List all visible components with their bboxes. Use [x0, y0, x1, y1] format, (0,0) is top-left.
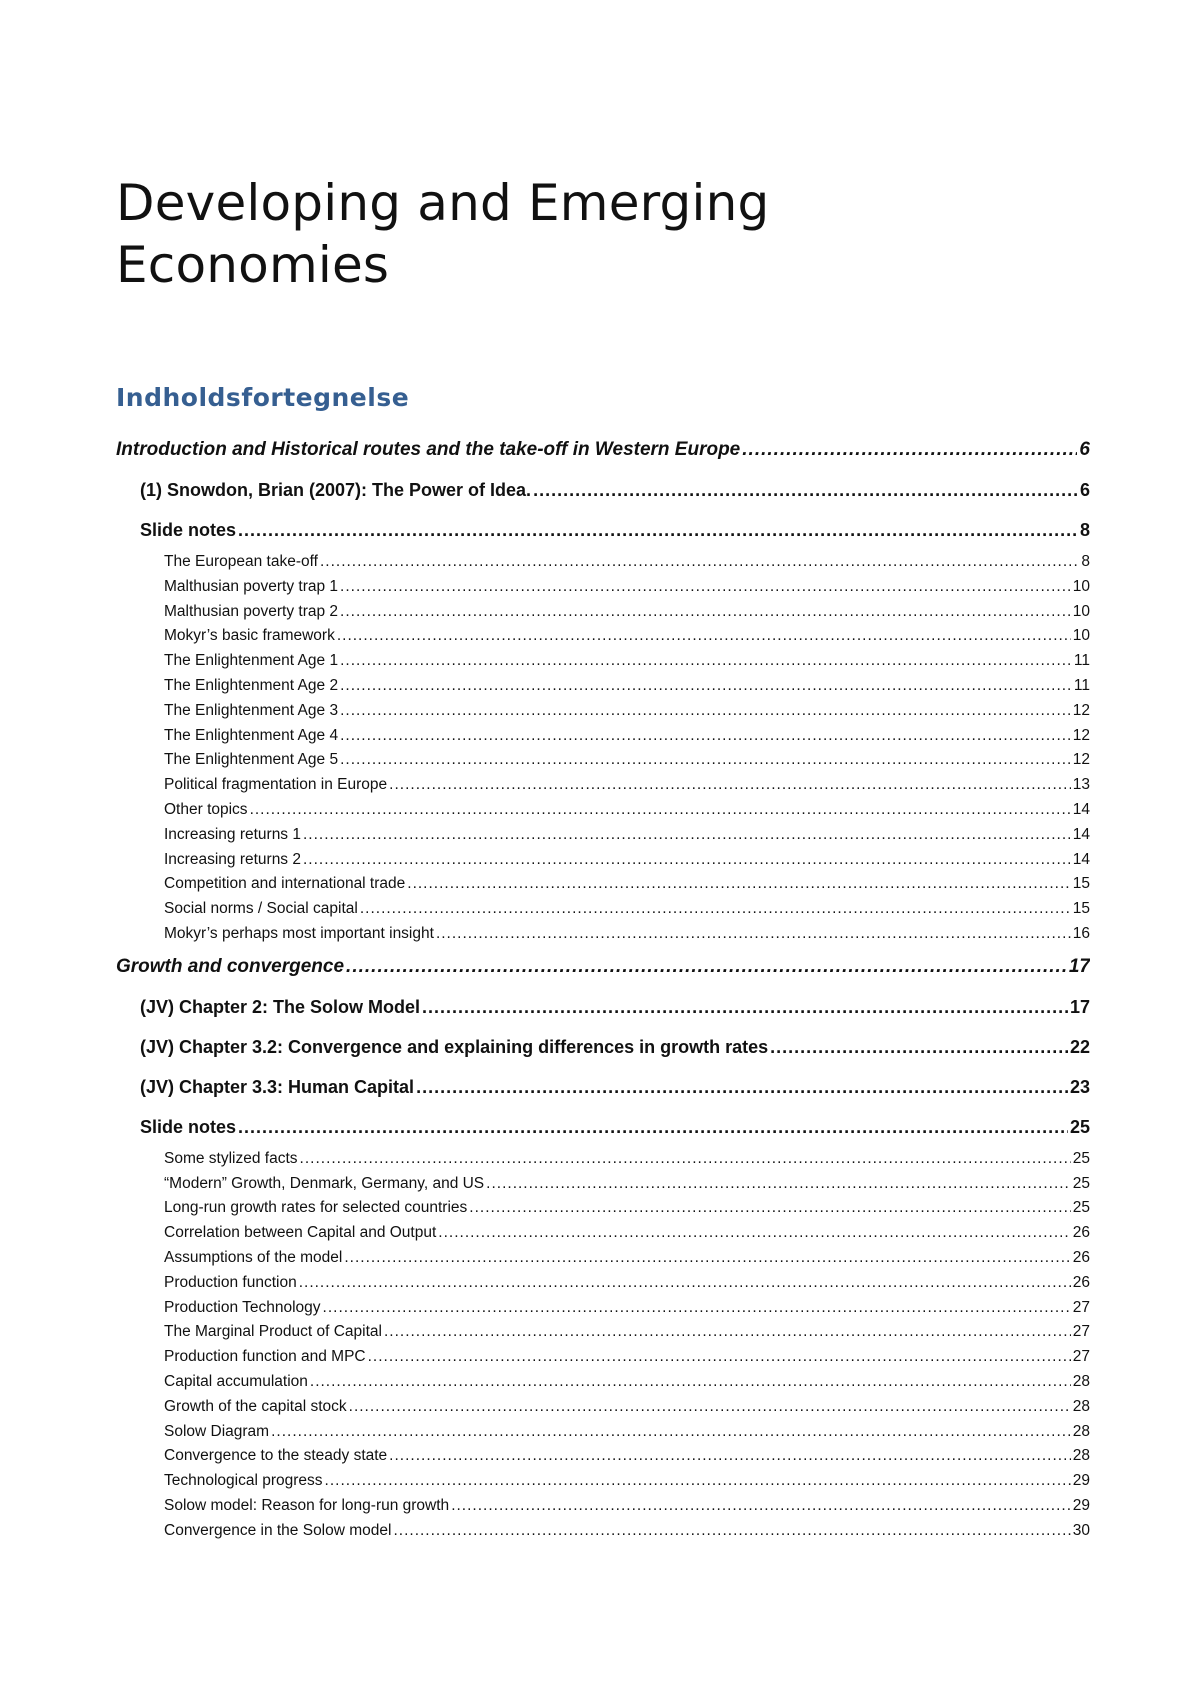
toc-entry-title: Other topics	[164, 800, 248, 818]
toc-dot-leader	[533, 470, 1078, 510]
toc-page-number: 6	[1079, 480, 1090, 500]
toc-dot-leader	[340, 600, 1071, 625]
toc-entry-title: The Enlightenment Age 1	[164, 652, 339, 670]
toc-entry-level-3[interactable]	[116, 872, 1090, 897]
toc-entry-level-2[interactable]	[116, 510, 1090, 550]
toc-dot-leader	[299, 1271, 1071, 1296]
toc-entry-title: Growth of the capital stock	[164, 1397, 347, 1415]
toc-dot-leader	[436, 922, 1071, 947]
toc-page-number: 12	[1072, 726, 1090, 744]
toc-dot-leader	[320, 550, 1079, 575]
toc-page-number: 28	[1072, 1372, 1090, 1390]
toc-entry-level-3[interactable]	[116, 1469, 1090, 1494]
toc-page-number: 26	[1072, 1273, 1090, 1291]
toc-dot-leader	[303, 848, 1071, 873]
table-of-contents	[116, 430, 1090, 1544]
toc-page-number: 6	[1079, 439, 1090, 460]
toc-entry-title: Solow model: Reason for long-run growth	[164, 1496, 450, 1514]
toc-dot-leader	[742, 430, 1077, 470]
toc-entry-title: Competition and international trade	[164, 875, 406, 893]
toc-entry-level-3[interactable]	[116, 1345, 1090, 1370]
toc-entry-level-3[interactable]	[116, 823, 1090, 848]
toc-dot-leader	[389, 773, 1071, 798]
toc-page-number: 8	[1081, 553, 1090, 570]
toc-dot-leader	[238, 510, 1078, 550]
toc-entry-title: The Enlightenment Age 3	[164, 701, 339, 719]
toc-dot-leader	[360, 897, 1071, 922]
toc-page-number: 14	[1072, 825, 1090, 843]
toc-page-number: 10	[1072, 627, 1090, 645]
toc-entry-title: Increasing returns 2	[164, 850, 301, 868]
toc-page-number: 26	[1072, 1224, 1090, 1242]
toc-entry-level-3[interactable]	[116, 724, 1090, 749]
toc-page-number: 8	[1079, 520, 1090, 540]
toc-page-number: 12	[1072, 701, 1090, 719]
toc-entry-title: The Enlightenment Age 2	[164, 676, 339, 694]
toc-dot-leader	[303, 823, 1071, 848]
toc-page-number: 25	[1072, 1149, 1090, 1167]
toc-page-number: 15	[1072, 900, 1090, 918]
toc-dot-leader	[344, 1246, 1070, 1271]
toc-page-number: 13	[1072, 776, 1090, 794]
toc-entry-level-3[interactable]	[116, 1172, 1090, 1197]
toc-dot-leader	[416, 1067, 1068, 1107]
toc-entry-level-3[interactable]	[116, 699, 1090, 724]
toc-entry-title: Capital accumulation	[164, 1372, 308, 1390]
toc-entry-level-1[interactable]	[116, 430, 1090, 470]
toc-entry-level-2[interactable]	[116, 1107, 1090, 1147]
toc-entry-title: Malthusian poverty trap 1	[164, 577, 339, 595]
toc-dot-leader	[250, 798, 1071, 823]
toc-entry-level-3[interactable]	[116, 1370, 1090, 1395]
toc-page-number: 29	[1072, 1472, 1090, 1490]
toc-dot-leader	[340, 674, 1072, 699]
toc-page-number: 17	[1069, 996, 1090, 1017]
toc-dot-leader	[340, 649, 1072, 674]
toc-entry-title: Production Technology	[164, 1298, 321, 1316]
toc-entry-level-3[interactable]	[116, 550, 1090, 575]
toc-entry-level-3[interactable]	[116, 649, 1090, 674]
toc-page-number: 25	[1072, 1199, 1090, 1217]
toc-dot-leader	[340, 575, 1071, 600]
toc-entry-level-2[interactable]	[116, 1027, 1090, 1067]
toc-page-number: 22	[1069, 1036, 1090, 1057]
toc-page-number: 11	[1073, 676, 1090, 694]
toc-page-number: 30	[1072, 1521, 1090, 1539]
toc-entry-title: Mokyr’s perhaps most important insight	[164, 924, 434, 942]
toc-page-number: 28	[1072, 1422, 1090, 1440]
toc-entry-title: Correlation between Capital and Output	[164, 1224, 437, 1242]
toc-entry-title: Political fragmentation in Europe	[164, 776, 388, 794]
toc-entry-level-3[interactable]	[116, 1246, 1090, 1271]
toc-dot-leader	[325, 1469, 1071, 1494]
toc-entry-title: Slide notes	[140, 1116, 237, 1137]
toc-entry-level-3[interactable]	[116, 1271, 1090, 1296]
toc-entry-level-3[interactable]	[116, 1221, 1090, 1246]
toc-entry-title: (JV) Chapter 2: The Solow Model	[140, 996, 421, 1017]
toc-entry-level-3[interactable]	[116, 1494, 1090, 1519]
toc-page-number: 15	[1072, 875, 1090, 893]
toc-entry-title: Malthusian poverty trap 2	[164, 602, 339, 620]
toc-dot-leader	[340, 748, 1071, 773]
document-title: Developing and Emerging Economies	[116, 174, 770, 294]
toc-entry-level-3[interactable]	[116, 1519, 1090, 1544]
toc-dot-leader	[389, 1444, 1071, 1469]
toc-entry-title: Increasing returns 1	[164, 825, 301, 843]
toc-dot-leader	[770, 1027, 1068, 1067]
toc-page-number: 14	[1072, 800, 1090, 818]
toc-page-number: 25	[1069, 1116, 1090, 1137]
toc-dot-leader	[271, 1420, 1071, 1445]
toc-page-number: 14	[1072, 850, 1090, 868]
toc-entry-level-3[interactable]	[116, 600, 1090, 625]
toc-dot-leader	[368, 1345, 1071, 1370]
toc-entry-title: Technological progress	[164, 1472, 323, 1490]
toc-dot-leader	[340, 724, 1071, 749]
toc-entry-title: Growth and convergence	[116, 955, 345, 977]
toc-dot-leader	[438, 1221, 1070, 1246]
toc-dot-leader	[310, 1370, 1071, 1395]
toc-dot-leader	[337, 624, 1071, 649]
toc-entry-level-3[interactable]	[116, 1320, 1090, 1345]
toc-entry-title: The Marginal Product of Capital	[164, 1323, 382, 1341]
toc-entry-level-3[interactable]	[116, 922, 1090, 947]
toc-dot-leader	[422, 987, 1068, 1027]
toc-page-number: 25	[1072, 1174, 1090, 1192]
toc-entry-title: (1) Snowdon, Brian (2007): The Power of Idea.	[140, 480, 532, 500]
toc-entry-title: Convergence in the Solow model	[164, 1521, 392, 1539]
toc-page-number: 27	[1072, 1298, 1090, 1316]
toc-entry-level-2[interactable]	[116, 987, 1090, 1027]
toc-entry-level-3[interactable]	[116, 1147, 1090, 1172]
toc-entry-level-3[interactable]	[116, 575, 1090, 600]
toc-page-number: 27	[1072, 1323, 1090, 1341]
toc-entry-level-3[interactable]	[116, 848, 1090, 873]
toc-dot-leader	[340, 699, 1071, 724]
toc-page-number: 28	[1072, 1397, 1090, 1415]
toc-page-number: 23	[1069, 1076, 1090, 1097]
toc-entry-level-1[interactable]	[116, 947, 1090, 987]
toc-heading: Indholdsfortegnelse	[116, 383, 410, 412]
toc-entry-title: Convergence to the steady state	[164, 1447, 388, 1465]
toc-dot-leader	[469, 1196, 1070, 1221]
toc-entry-title: Introduction and Historical routes and the take-off in Western Europe	[116, 439, 741, 460]
toc-page-number: 10	[1072, 577, 1090, 595]
toc-page-number: 29	[1072, 1496, 1090, 1514]
toc-dot-leader	[407, 872, 1070, 897]
toc-entry-title: Mokyr’s basic framework	[164, 627, 335, 645]
toc-entry-level-3[interactable]	[116, 748, 1090, 773]
toc-entry-title: (JV) Chapter 3.3: Human Capital	[140, 1076, 415, 1097]
toc-page-number: 26	[1072, 1248, 1090, 1266]
toc-page-number: 11	[1073, 652, 1090, 670]
toc-dot-leader	[486, 1172, 1071, 1197]
toc-entry-level-3[interactable]	[116, 624, 1090, 649]
toc-entry-level-3[interactable]	[116, 897, 1090, 922]
toc-dot-leader	[238, 1107, 1068, 1147]
toc-entry-title: (JV) Chapter 3.2: Convergence and explaining differences in growth rates	[140, 1036, 769, 1057]
toc-entry-title: Social norms / Social capital	[164, 900, 358, 918]
toc-dot-leader	[384, 1320, 1071, 1345]
toc-entry-title: “Modern” Growth, Denmark, Germany, and US	[164, 1174, 485, 1192]
toc-entry-level-2[interactable]	[116, 1067, 1090, 1107]
toc-entry-level-2[interactable]	[116, 470, 1090, 510]
toc-entry-level-3[interactable]	[116, 1420, 1090, 1445]
toc-entry-level-3[interactable]	[116, 1395, 1090, 1420]
toc-dot-leader	[349, 1395, 1071, 1420]
toc-entry-level-3[interactable]	[116, 1196, 1090, 1221]
toc-entry-level-3[interactable]	[116, 798, 1090, 823]
toc-page-number: 12	[1072, 751, 1090, 769]
toc-page-number: 10	[1072, 602, 1090, 620]
toc-entry-level-3[interactable]	[116, 674, 1090, 699]
toc-entry-title: Long-run growth rates for selected countries	[164, 1199, 468, 1217]
toc-entry-level-3[interactable]	[116, 1296, 1090, 1321]
toc-page-number: 16	[1072, 924, 1090, 942]
toc-dot-leader	[346, 947, 1067, 987]
toc-entry-title: Some stylized facts	[164, 1149, 298, 1167]
toc-dot-leader	[393, 1519, 1070, 1544]
toc-entry-title: Slide notes	[140, 520, 237, 540]
toc-entry-title: Production function	[164, 1273, 297, 1291]
toc-entry-title: The Enlightenment Age 5	[164, 751, 339, 769]
toc-entry-level-3[interactable]	[116, 773, 1090, 798]
toc-entry-title: Assumptions of the model	[164, 1248, 343, 1266]
toc-page-number: 17	[1068, 955, 1090, 977]
toc-entry-title: Solow Diagram	[164, 1422, 270, 1440]
toc-dot-leader	[323, 1296, 1071, 1321]
toc-page-number: 27	[1072, 1348, 1090, 1366]
toc-dot-leader	[451, 1494, 1071, 1519]
toc-page-number: 28	[1072, 1447, 1090, 1465]
toc-entry-title: The European take-off	[164, 553, 318, 570]
toc-entry-level-3[interactable]	[116, 1444, 1090, 1469]
toc-entry-title: The Enlightenment Age 4	[164, 726, 339, 744]
toc-dot-leader	[300, 1147, 1071, 1172]
toc-entry-title: Production function and MPC	[164, 1348, 366, 1366]
